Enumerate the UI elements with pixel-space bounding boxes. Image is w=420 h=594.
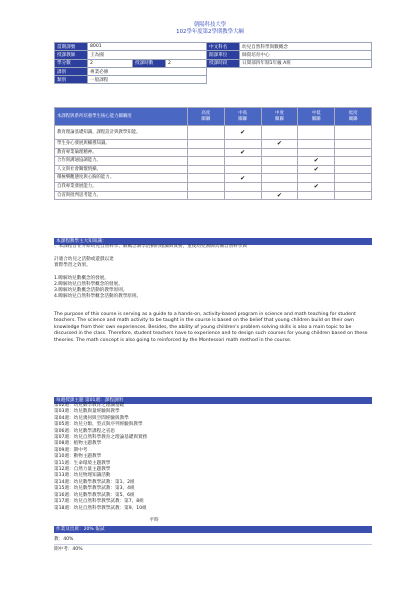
grading-item: 期中考：40% xyxy=(54,547,83,553)
week-item: 第08週：植物主題教學 xyxy=(54,441,102,447)
relevance-cell xyxy=(261,148,298,157)
relevance-cell xyxy=(224,140,261,149)
week-item: 第06週：幼兒數學課程之省思 xyxy=(54,428,115,434)
relevance-cell xyxy=(261,126,298,140)
ability-row xyxy=(55,140,372,149)
week-item: 第17週：幼兒自然科學教學試教：第7、8組 xyxy=(54,499,144,505)
check-mark-icon: ✔ xyxy=(261,191,298,200)
ability-text: 積極樂觀態度與心胸的能力。 xyxy=(55,174,188,183)
relevance-midlow-header: 中低 關聯 xyxy=(298,108,335,126)
teacher-label: 授課教師 xyxy=(55,51,88,59)
credits-value: 2 xyxy=(88,59,133,67)
relevance-cell xyxy=(187,174,224,183)
english-description: The purpose of this course is serving as a guide to a hands-on, activity-based program in science and math teaching for student teachers. The science and math activity to be taught in the course is based on the belief that young children build on their own knowledge from their own experiences. Besides, the ability of young children's problem solving skills is also a main topic to be discussed in the class. Therefore, student teachers have to experience and to design such courses for young children based on these theories. The math concept is also going to reinforced by the Montessori math method in the course. xyxy=(54,312,368,343)
university-name: 朝陽科技大學 xyxy=(193,22,227,28)
ability-text: 教育專業倫理精神。 xyxy=(55,148,188,157)
relevance-mid-header: 中度 關聯 xyxy=(261,108,298,126)
relevance-cell xyxy=(261,182,298,191)
department-value: 師資培育中心 xyxy=(240,51,372,59)
ability-row xyxy=(55,148,372,157)
check-mark-icon: ✔ xyxy=(224,126,261,140)
check-mark-icon: ✔ xyxy=(298,182,335,191)
course-name-label: 中文科名 xyxy=(207,43,240,51)
weekly-plan-list xyxy=(54,403,372,512)
course-name-value: 幼兒自然科學與數概念 xyxy=(240,43,372,51)
grading-title: 平時 xyxy=(149,518,159,523)
relevance-cell xyxy=(335,126,372,140)
objectives-heading: 本課程教學主大知知識： xyxy=(54,238,372,245)
category-label: 類別 xyxy=(55,76,88,84)
objectives-overlap-line: ；本課程旨在介紹幼兒自然科學、數概念教學活動的理論與實務，並使幼兒教師具備自然科學與 xyxy=(54,244,247,249)
ability-text: 學生身心發展與輔導知識。 xyxy=(55,140,188,149)
check-mark-icon: ✔ xyxy=(224,174,261,183)
relevance-cell xyxy=(298,191,335,200)
relevance-cell xyxy=(187,182,224,191)
ability-row xyxy=(55,165,372,174)
ability-row xyxy=(55,182,372,191)
timeslot-label: 授課時段 xyxy=(207,59,240,67)
relevance-cell xyxy=(335,182,372,191)
objective-line: 計適合幼兒之活動或遊戲以達 xyxy=(54,257,114,262)
relevance-cell xyxy=(261,157,298,166)
hours-value: 2 xyxy=(166,59,207,67)
week-item: 第10週：動物主題教學 xyxy=(54,454,102,460)
relevance-cell xyxy=(298,174,335,183)
ability-row xyxy=(55,157,372,166)
ability-text: 教育理論基礎知識、課程設計與教學知能。 xyxy=(55,126,188,140)
weekly-plan-heading: 每週授課主題 第01週：課程說明 xyxy=(54,397,372,404)
week-item: 第02週：幼兒數學教育之理論基礎 xyxy=(54,403,125,408)
ability-row xyxy=(55,174,372,183)
relevance-cell xyxy=(298,126,335,140)
relevance-cell xyxy=(335,140,372,149)
relevance-cell xyxy=(261,165,298,174)
relevance-cell xyxy=(335,165,372,174)
week-item: 第18週：幼兒自然科學教學試教：第9、10組 xyxy=(54,505,147,511)
relevance-cell xyxy=(187,165,224,174)
grading-bar: 作業及出席：20% 報試 xyxy=(54,526,372,533)
objective-line: 3.瞭解幼兒數概念活動的教學原則。 xyxy=(54,288,128,293)
check-mark-icon: ✔ xyxy=(298,157,335,166)
relevance-cell xyxy=(335,157,372,166)
ability-text: 合作與溝通協調能力。 xyxy=(55,157,188,166)
relevance-cell xyxy=(224,157,261,166)
relevance-cell xyxy=(187,148,224,157)
objective-line: 2.瞭解幼兒自然科學概念的發展。 xyxy=(54,281,123,287)
week-item: 第15週：幼兒數學教學試教：第3、4組 xyxy=(54,486,135,492)
week-item: 第05週：幼兒分類、型式與序列經驗與教學 xyxy=(54,422,143,428)
objective-line: 實際學習之效果。 xyxy=(54,263,91,269)
relevance-cell xyxy=(261,174,298,183)
relevance-cell xyxy=(187,191,224,200)
week-item: 第16週：幼兒數學教學試教：第5、6組 xyxy=(54,492,135,498)
page-header xyxy=(0,22,420,36)
syllabus-subtitle: 102學年度第2學期教學大綱 xyxy=(176,29,244,35)
ability-header: 本課程與系所培養學生核心能力關聯度 xyxy=(55,108,188,126)
week-item: 第07週：幼兒自然科學教育之理論基礎與實務 xyxy=(54,435,148,441)
relevance-cell xyxy=(335,191,372,200)
course-id-value: 8001 xyxy=(88,43,207,51)
week-item: 第03週：幼兒數與量經驗與教學 xyxy=(54,409,120,415)
relevance-cell xyxy=(335,174,372,183)
course-info-table xyxy=(54,42,372,84)
relevance-cell xyxy=(224,165,261,174)
relevance-cell xyxy=(187,126,224,140)
department-label: 開課單位 xyxy=(207,51,240,59)
timeslot-value: 日間部四年制1年級 A班 xyxy=(240,59,372,67)
relevance-cell xyxy=(298,140,335,149)
core-ability-table xyxy=(54,107,372,200)
week-item: 第09週：期中考 xyxy=(54,447,88,453)
course-type-value: 專業必修 xyxy=(88,67,207,75)
objective-line: 1.瞭解幼兒數概念的發展。 xyxy=(54,275,109,281)
ability-row xyxy=(55,191,372,200)
teacher-value: 王為國 xyxy=(88,51,207,59)
course-id-label: 當期課號 xyxy=(55,43,88,51)
relevance-cell xyxy=(224,182,261,191)
grading-item: 教：40% xyxy=(54,537,74,542)
check-mark-icon: ✔ xyxy=(224,148,261,157)
ability-text: 自省與批判思考能力。 xyxy=(55,191,188,200)
relevance-high-header: 高度 關聯 xyxy=(187,108,224,126)
week-item: 第12週：自然力量主題教學 xyxy=(54,467,111,473)
relevance-cell xyxy=(335,148,372,157)
ability-row xyxy=(55,126,372,140)
relevance-cell xyxy=(224,191,261,200)
ability-text: 自我專業發展能力。 xyxy=(55,182,188,191)
week-item: 第13週：幼兒物理知識活動 xyxy=(54,473,111,479)
relevance-cell xyxy=(187,157,224,166)
objective-line: 4.瞭解幼兒自然科學概念活動的教學原則。 xyxy=(54,294,142,300)
category-value: 一般課程 xyxy=(88,76,207,84)
hours-label: 授課時數 xyxy=(133,59,166,67)
week-item: 第14週：幼兒數學教學試教：第1、2組 xyxy=(54,479,135,485)
course-type-label: 課別 xyxy=(55,67,88,75)
week-item: 第11週：生命環境主題教學 xyxy=(54,460,111,466)
relevance-cell xyxy=(298,148,335,157)
relevance-low-header: 低度 關聯 xyxy=(335,108,372,126)
relevance-midhigh-header: 中高 關聯 xyxy=(224,108,261,126)
check-mark-icon: ✔ xyxy=(298,165,335,174)
objectives-body xyxy=(54,257,372,300)
grading-list xyxy=(54,535,372,555)
check-mark-icon: ✔ xyxy=(261,140,298,149)
credits-label: 學分數 xyxy=(55,59,88,67)
relevance-cell xyxy=(187,140,224,149)
ability-text: 人文與社會關懷情操。 xyxy=(55,165,188,174)
week-item: 第04週：幼兒幾何與空間經驗與教學 xyxy=(54,415,129,421)
